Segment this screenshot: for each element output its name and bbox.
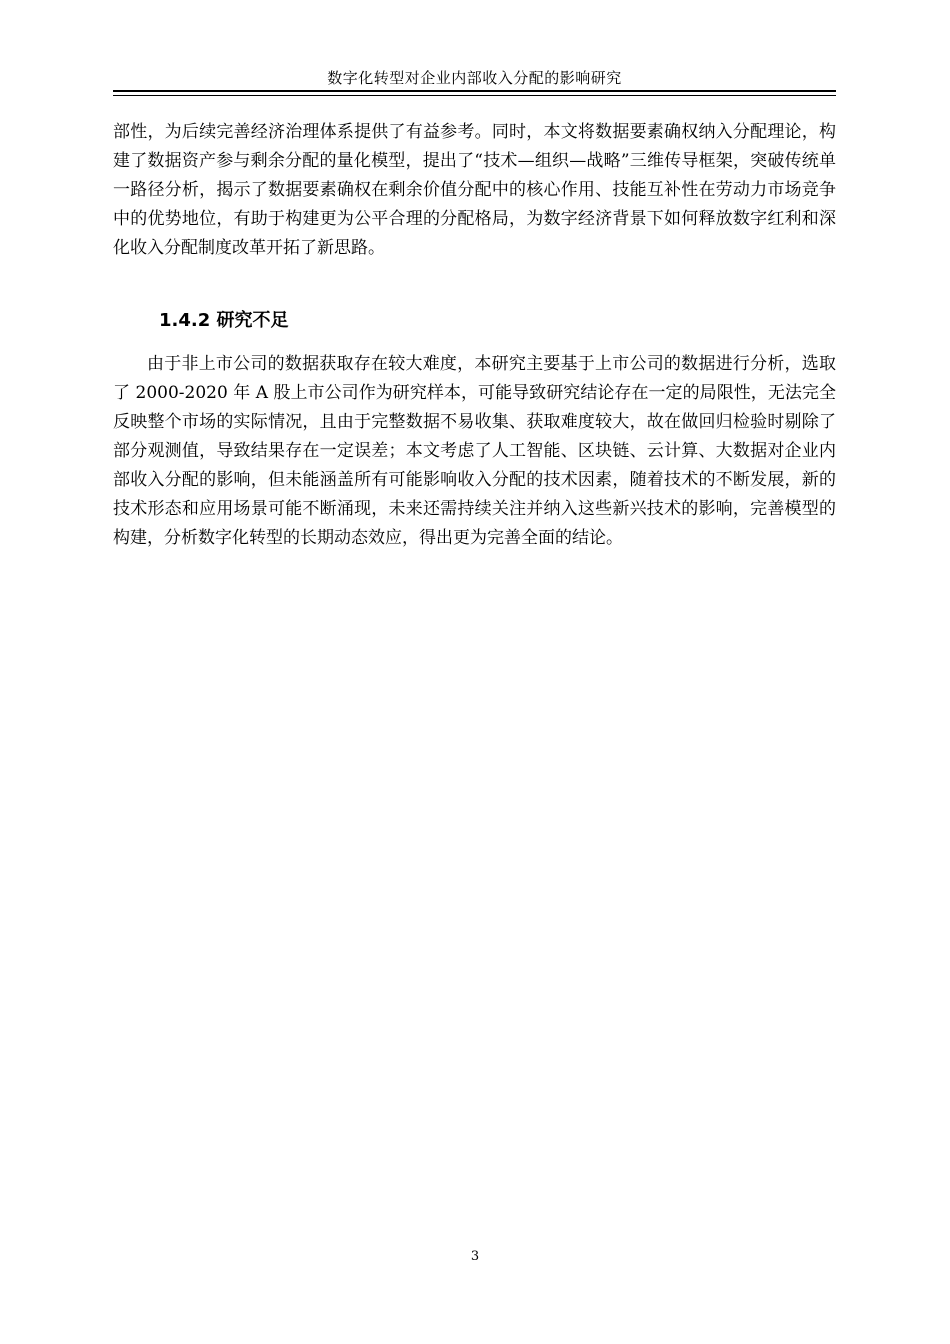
- header-rule-thin: [113, 95, 836, 96]
- section-heading-research-limitations: 1.4.2 研究不足: [159, 310, 289, 331]
- header-rule-thick: [113, 90, 836, 92]
- body-paragraph-continued: 部性，为后续完善经济治理体系提供了有益参考。同时，本文将数据要素确权纳入分配理论，构建了数据资产参与剩余分配的量化模型，提出了“技术—组织—战略”三维传导框架，突破传统单一路径分析，揭示了数据要素确权在剩余价值分配中的核心作用、技能互补性在劳动力市场竞争中的优势地位，有助于构建更为公平合理的分配格局，为数字经济背景下如何释放数字红利和深化收入分配制度改革开拓了新思路。: [113, 122, 836, 258]
- body-paragraph-limitations: 由于非上市公司的数据获取存在较大难度，本研究主要基于上市公司的数据进行分析，选取了 2000-2020 年 A 股上市公司作为研究样本，可能导致研究结论存在一定的局限性，无法完全反映整个市场的实际情况，且由于完整数据不易收集、获取难度较大，故在做回归检验时剔除了部分观测值，导致结果存在一定误差；本文考虑了人工智能、区块链、云计算、大数据对企业内部收入分配的影响，但未能涵盖所有可能影响收入分配的技术因素，随着技术的不断发展，新的技术形态和应用场景可能不断涌现，未来还需持续关注并纳入这些新兴技术的影响，完善模型的构建，分析数字化转型的长期动态效应，得出更为完善全面的结论。: [113, 354, 836, 548]
- running-header-title: 数字化转型对企业内部收入分配的影响研究: [327, 69, 622, 87]
- page-number: 3: [470, 1249, 480, 1264]
